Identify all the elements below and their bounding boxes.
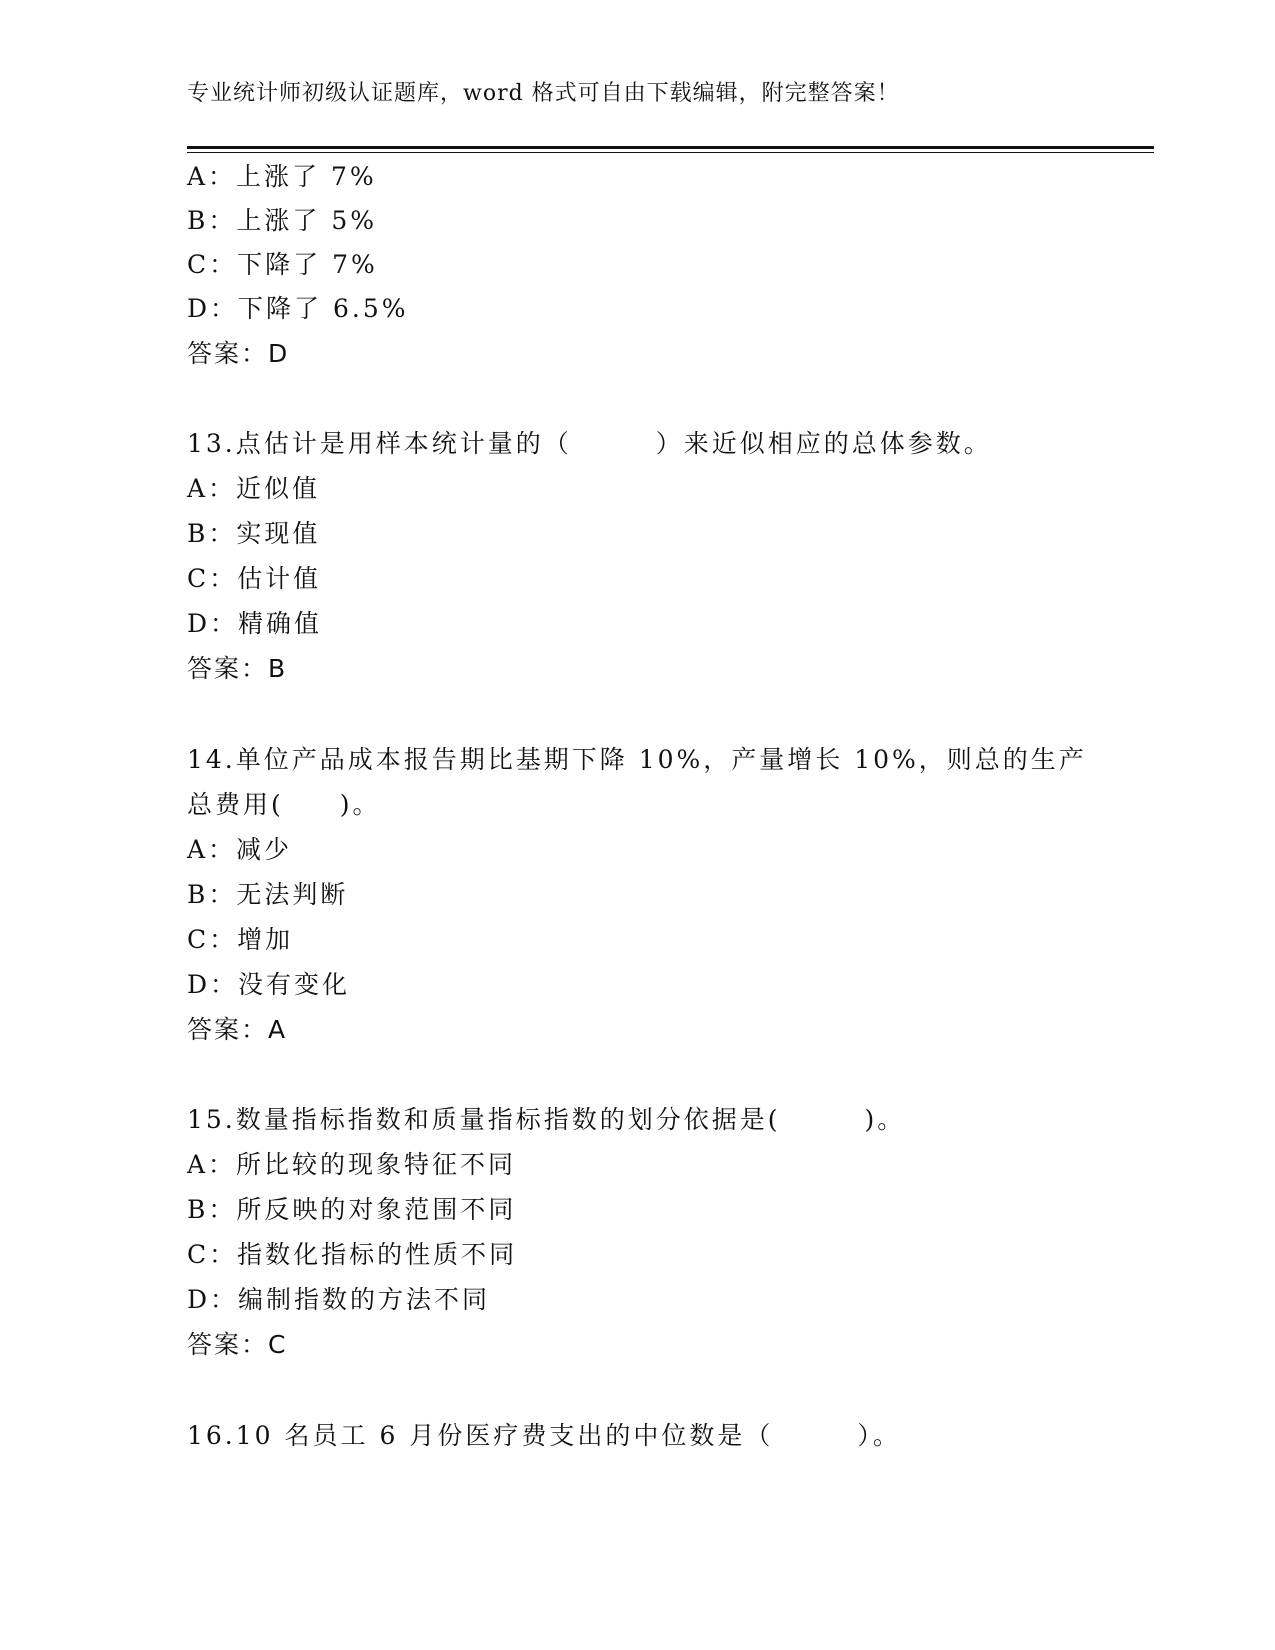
- q16-stem: 16.10 名员工 6 月份医疗费支出的中位数是（ ）。: [187, 1421, 901, 1450]
- page-header: 专业统计师初级认证题库，word 格式可自由下载编辑，附完整答案！: [187, 81, 900, 106]
- q12-option-d: D：下降了 6.5%: [187, 294, 409, 323]
- q14-option-a: A：减少: [187, 835, 293, 864]
- q13-option-a: A：近似值: [187, 474, 321, 503]
- q15-option-c: C：指数化指标的性质不同: [187, 1240, 518, 1269]
- header-divider: [187, 146, 1154, 149]
- q13-option-b: B：实现值: [187, 519, 321, 548]
- q12-option-b: B：上涨了 5%: [187, 206, 377, 235]
- q15-stem: 15.数量指标指数和质量指标指数的划分依据是( )。: [187, 1105, 906, 1134]
- q14-stem-line1: 14.单位产品成本报告期比基期下降 10%，产量增长 10%，则总的生产: [187, 745, 1087, 774]
- q13-stem: 13.点估计是用样本统计量的（ ）来近似相应的总体参数。: [187, 429, 992, 458]
- q15-answer: 答案：C: [187, 1330, 288, 1359]
- q14-answer: 答案：A: [187, 1015, 288, 1044]
- q12-option-c: C：下降了 7%: [187, 250, 378, 279]
- q14-option-c: C：增加: [187, 925, 294, 954]
- q13-answer: 答案：B: [187, 654, 288, 683]
- q12-option-a: A：上涨了 7%: [187, 162, 377, 191]
- q14-stem-line2: 总费用( )。: [187, 790, 381, 819]
- q15-option-d: D：编制指数的方法不同: [187, 1285, 491, 1314]
- q15-option-a: A：所比较的现象特征不同: [187, 1150, 517, 1179]
- q15-option-b: B：所反映的对象范围不同: [187, 1195, 517, 1224]
- q14-option-d: D：没有变化: [187, 970, 351, 999]
- q13-option-c: C：估计值: [187, 564, 322, 593]
- header-divider-thin: [187, 152, 1154, 153]
- q13-option-d: D：精确值: [187, 609, 323, 638]
- q14-option-b: B：无法判断: [187, 880, 349, 909]
- q12-answer: 答案：D: [187, 339, 290, 368]
